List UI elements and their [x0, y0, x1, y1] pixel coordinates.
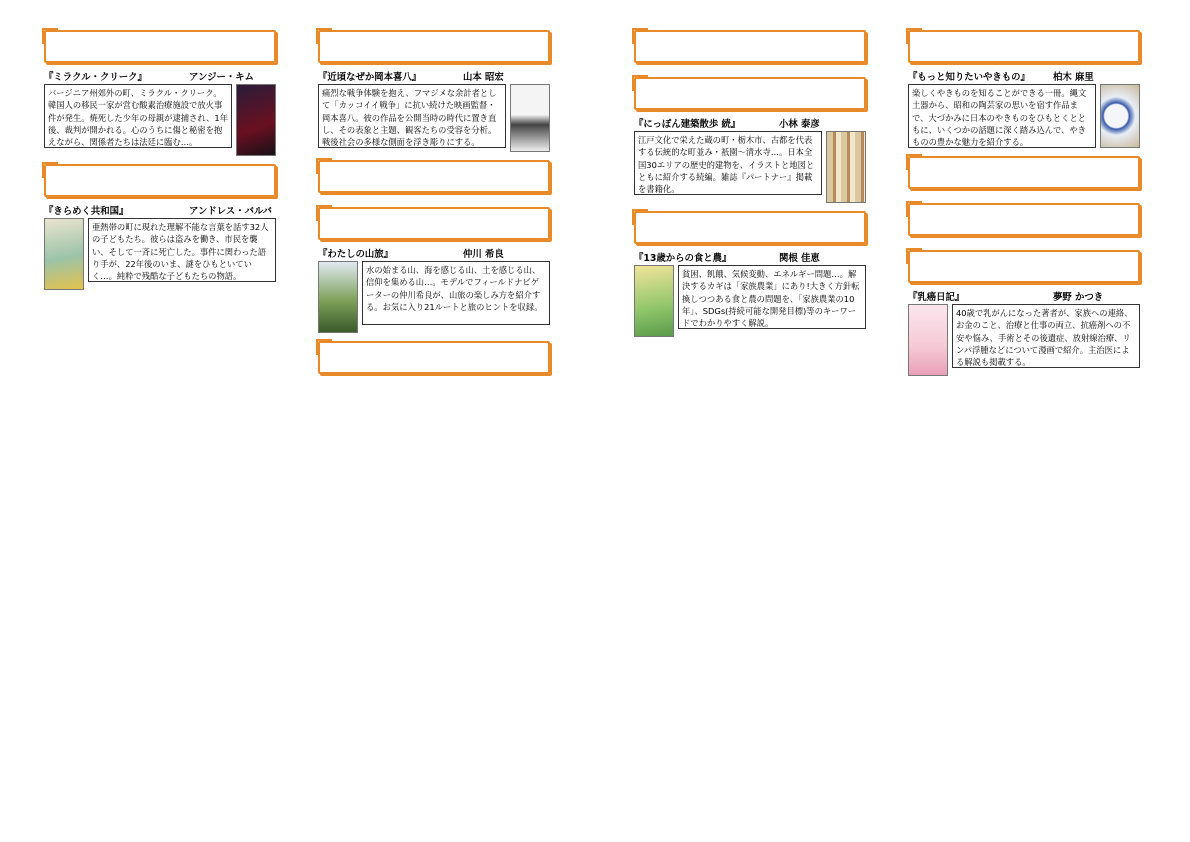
- featured-title: 『ミラクル・クリーク』: [44, 72, 147, 83]
- featured-title: 『13歳からの食と農』: [634, 253, 732, 264]
- column-4: [908, 30, 1140, 376]
- featured-description: 貧困、飢餓、気候変動、エネルギー問題…。解決するカギは「家族農業」にあり!大きく方針転換しつつある食と農の問題を、「家族農業の10年」、SDGs(持続可能な開発目標)等のキーワードでわかりやすく解説。: [678, 265, 866, 329]
- featured-author: 小林 泰彦: [779, 119, 820, 130]
- featured-book-nyugan-nikki: [908, 289, 1140, 376]
- section-header-technology-home: [634, 77, 866, 110]
- featured-author: 夢野 かつき: [1053, 292, 1104, 303]
- featured-title: 『もっと知りたいやきもの』: [908, 72, 1030, 83]
- section-header-legal-info: [908, 203, 1140, 236]
- featured-book-nippon-kenchiku: [634, 116, 866, 203]
- featured-description: 亜熱帯の町に現れた理解不能な言葉を話す32人の子どもたち。彼らは盗みを働き、市民を襲い、そして一斉に死亡した。事件に関わった語り手が、22年後のいま、謎をひもといていく…。純粋で残酷な子どもたちの物語。: [88, 218, 276, 282]
- section-header-foreign-literature: [44, 164, 276, 197]
- column-1: [44, 30, 276, 290]
- featured-book-miracle-creek: [44, 69, 276, 156]
- featured-author: 柏木 麻里: [1053, 72, 1094, 83]
- book-cover-image: [826, 131, 866, 203]
- featured-description: 江戸文化で栄えた蔵の町・栃木市、古都を代表する伝統的な町並み・祇園〜清水寺…。日本全国30エリアの歴史的建物を、イラストと地図とともに紹介する続編。雑誌『パートナー』掲載を書籍化。: [634, 131, 822, 195]
- featured-title: 『乳癌日記』: [908, 292, 965, 303]
- book-cover-image: [1100, 84, 1140, 148]
- featured-title: 『きらめく共和国』: [44, 206, 129, 217]
- section-header-history-geography: [318, 207, 550, 240]
- featured-description: 楽しくやきものを知ることができる一冊。縄文土器から、昭和の陶芸家の思いを宿す作品まで、大づかみに日本のやきものをひもとくとともに、いくつかの話題に深く踏み込んで、やきものの豊かな魅力を紹介する。: [908, 84, 1096, 148]
- featured-book-13sai-shoku-to-nou: [634, 250, 866, 337]
- featured-title: 『わたしの山旅』: [318, 249, 394, 260]
- section-header-natural-science: [634, 30, 866, 63]
- section-header-social-science: [318, 341, 550, 374]
- featured-title: 『にっぽん建築散歩 続』: [634, 119, 741, 130]
- section-header-health-info: [908, 250, 1140, 283]
- section-header-kyodo: [318, 30, 550, 63]
- column-2: [318, 30, 550, 380]
- section-header-general-philosophy-history: [318, 160, 550, 193]
- featured-book-okamoto-kihachi: [318, 69, 550, 152]
- featured-description: 40歳で乳がんになった著者が、家族への連絡、お金のこと、治療と仕事の両立、抗癌剤への不安や悩み、手術とその後遺症、放射線治療、リンパ浮腫などについて漫画で紹介。主治医による解説も掲載する。: [952, 304, 1140, 368]
- featured-description: 痛烈な戦争体験を抱え、フマジメな余計者として「カッコイイ戦争」に抗い続けた映画監督・岡本喜八。彼の作品を公開当時の時代に置き直し、その表象と主題、観客たちの受容を分析。戦後社会の多様な側面を浮き彫りにする。: [318, 84, 506, 148]
- book-cover-image: [44, 218, 84, 290]
- book-cover-image: [634, 265, 674, 337]
- featured-book-kirameku: [44, 203, 276, 290]
- section-header-industry: [634, 211, 866, 244]
- featured-author: 山本 昭宏: [463, 72, 504, 83]
- column-3: [634, 30, 866, 337]
- featured-author: 仲川 希良: [463, 249, 504, 260]
- featured-description: 水の始まる山、海を感じる山、土を感じる山、信仰を集める山…。モデルでフィールドナビゲーターの仲川希良が、山旅の楽しみ方を紹介する。お気に入り21ルートと旅のヒントを収録。: [362, 261, 550, 325]
- featured-author: アンジー・キム: [189, 72, 254, 83]
- featured-author: 関根 佳恵: [779, 253, 820, 264]
- section-header-bunko: [44, 30, 276, 63]
- book-cover-image: [510, 84, 550, 152]
- section-header-business-support: [908, 156, 1140, 189]
- featured-title: 『近頃なぜか岡本喜八』: [318, 72, 422, 83]
- featured-book-motto-shiritai-yakimono: [908, 69, 1140, 148]
- featured-book-watashi-no-yamatabi: [318, 246, 550, 333]
- featured-description: バージニア州郊外の町、ミラクル・クリーク。韓国人の移民一家が営む酸素治療施設で放火事件が発生。焼死した少年の母親が逮捕され、1年後、裁判が開かれる。心のうちに傷と秘密を抱えながら、関係者たちは法廷に臨む…。: [44, 84, 232, 148]
- featured-author: アンドレス・バルバ: [189, 206, 273, 217]
- book-cover-image: [908, 304, 948, 376]
- book-cover-image: [236, 84, 276, 156]
- section-header-art-sports-language: [908, 30, 1140, 63]
- book-cover-image: [318, 261, 358, 333]
